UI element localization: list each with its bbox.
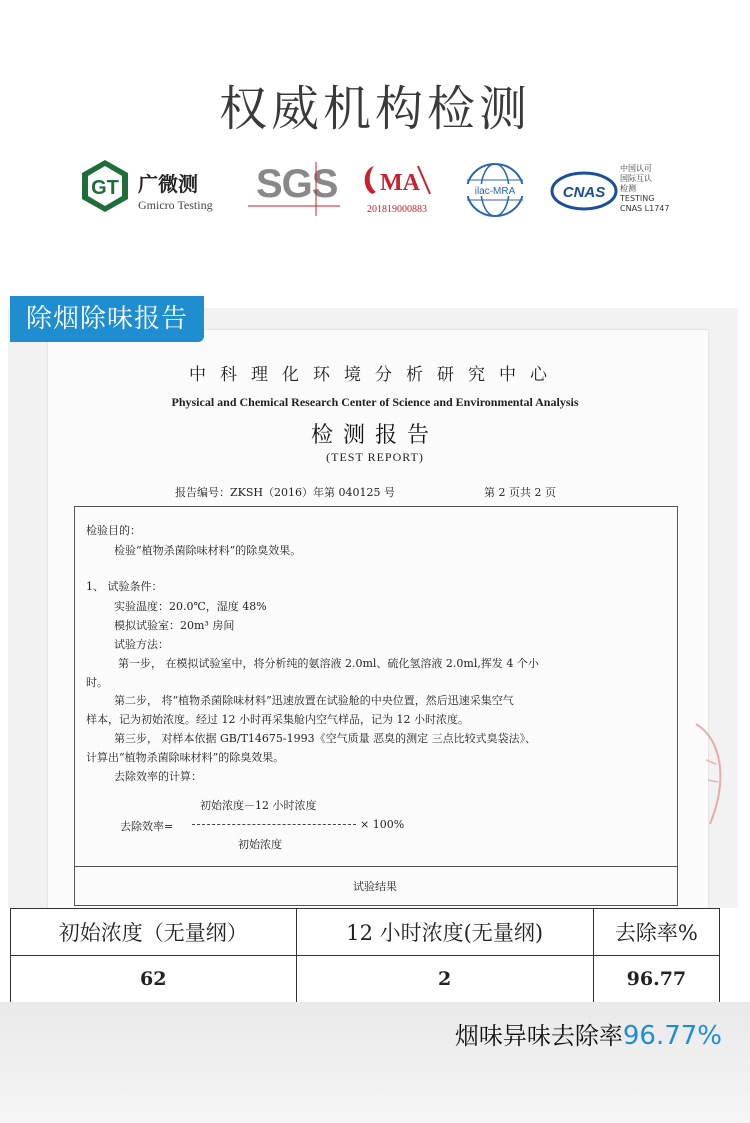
page-title: 权威机构检测: [218, 81, 531, 137]
page-info: 第 2 页共 2 页: [484, 486, 556, 499]
result-title: 试验结果: [353, 880, 397, 893]
formula-multiplier: × 100%: [360, 818, 405, 831]
doc-line: 去除效率的计算：: [114, 770, 202, 783]
table-cell: 2: [296, 956, 593, 1003]
cnas-info: [620, 164, 669, 214]
doc-line: 第一步， 在模拟试验室中，将分析纯的氨溶液 2.0ml、硫化氢溶液 2.0ml,挥发 4 个小: [118, 657, 539, 670]
report-number: 报告编号：ZKSH（2016）年第 040125 号: [175, 486, 395, 499]
cnas-line: TESTING: [620, 194, 655, 203]
doc-line: 检验“植物杀菌除味材料”的除臭效果。: [114, 544, 302, 557]
cma-icon: [358, 158, 436, 202]
doc-line: 第二步， 将“植物杀菌除味材料”迅速放置在试验舱的中央位置，然后迅速采集空气: [114, 694, 514, 707]
table-header-cell: 去除率%: [593, 909, 719, 956]
formula-numerator: 初始浓度－12 小时浓度: [200, 799, 317, 812]
ilac-text: ilac-MRA: [474, 186, 516, 197]
doc-line: 1、 试验条件：: [86, 580, 163, 593]
cma-number: 201819000883: [367, 204, 427, 215]
sgs-lines-icon: [248, 158, 340, 218]
cnas-text: CNAS: [562, 184, 606, 201]
gt-badge-icon: [80, 158, 130, 214]
cnas-line: CNAS L1747: [620, 204, 670, 213]
formula-denominator: 初始浓度: [238, 838, 282, 851]
red-stamp-icon: [690, 720, 730, 830]
doc-line: 模拟试验室：20m³ 房间: [114, 619, 235, 632]
gmicro-cn-name: 广微测: [138, 172, 198, 196]
doc-line: 试验方法：: [114, 638, 169, 651]
cnas-line: 检测: [620, 184, 636, 193]
table-header-row: [11, 909, 720, 956]
doc-line: 样本，记为初始浓度。经过 12 小时再采集舱内空气样品，记为 12 小时浓度。: [86, 713, 469, 726]
result-table: [10, 908, 720, 1003]
table-header-cell: 初始浓度（无量纲）: [11, 909, 297, 956]
formula-label: 去除效率=: [120, 820, 174, 833]
cma-logo: [358, 158, 436, 222]
org-name-en: Physical and Chemical Research Center of Science and Environmental Analysis: [171, 395, 579, 409]
sgs-logo: [248, 158, 340, 218]
removal-summary: [455, 1016, 722, 1051]
table-cell: 62: [11, 956, 297, 1003]
ilac-mra-logo: [460, 158, 530, 222]
doc-line: 时。: [86, 676, 108, 689]
summary-value: 96.77%: [622, 1021, 722, 1051]
cma-text: MA: [380, 170, 420, 196]
cnas-ellipse-icon: [550, 166, 618, 216]
ilac-globe-icon: [460, 158, 530, 222]
doc-line: 计算出“植物杀菌除味材料”的除臭效果。: [86, 751, 285, 764]
cnas-line: 国际互认: [620, 174, 652, 183]
report-tag: 除烟除味报告: [10, 296, 204, 342]
table-row: [11, 956, 720, 1003]
report-title-en: (TEST REPORT): [326, 450, 424, 464]
summary-text: 烟味异味去除率: [454, 1022, 623, 1050]
gmicro-en-name: Gmicro Testing: [138, 198, 213, 212]
svg-text:GT: GT: [91, 177, 119, 199]
result-divider: [74, 866, 678, 867]
doc-line: 检验目的：: [86, 524, 141, 537]
doc-line: 第三步， 对样本依据 GB/T14675-1993《空气质量 恶臭的测定 三点比较式臭袋法》、: [114, 732, 537, 745]
org-name-cn: 中科理化环境分析研究中心: [189, 365, 561, 385]
formula-fraction-bar: [192, 824, 356, 825]
sgs-text: SGS: [256, 162, 338, 206]
doc-line: 实验温度：20.0℃，湿度 48%: [114, 600, 267, 613]
gmicro-logo: [80, 158, 240, 222]
cnas-logo: [550, 158, 680, 222]
certification-logos: [0, 158, 750, 228]
report-title-cn: 检测报告: [310, 423, 439, 448]
table-cell: 96.77: [593, 956, 719, 1003]
cnas-line: 中国认可: [620, 164, 652, 173]
table-header-cell: 12 小时浓度(无量纲): [296, 909, 593, 956]
